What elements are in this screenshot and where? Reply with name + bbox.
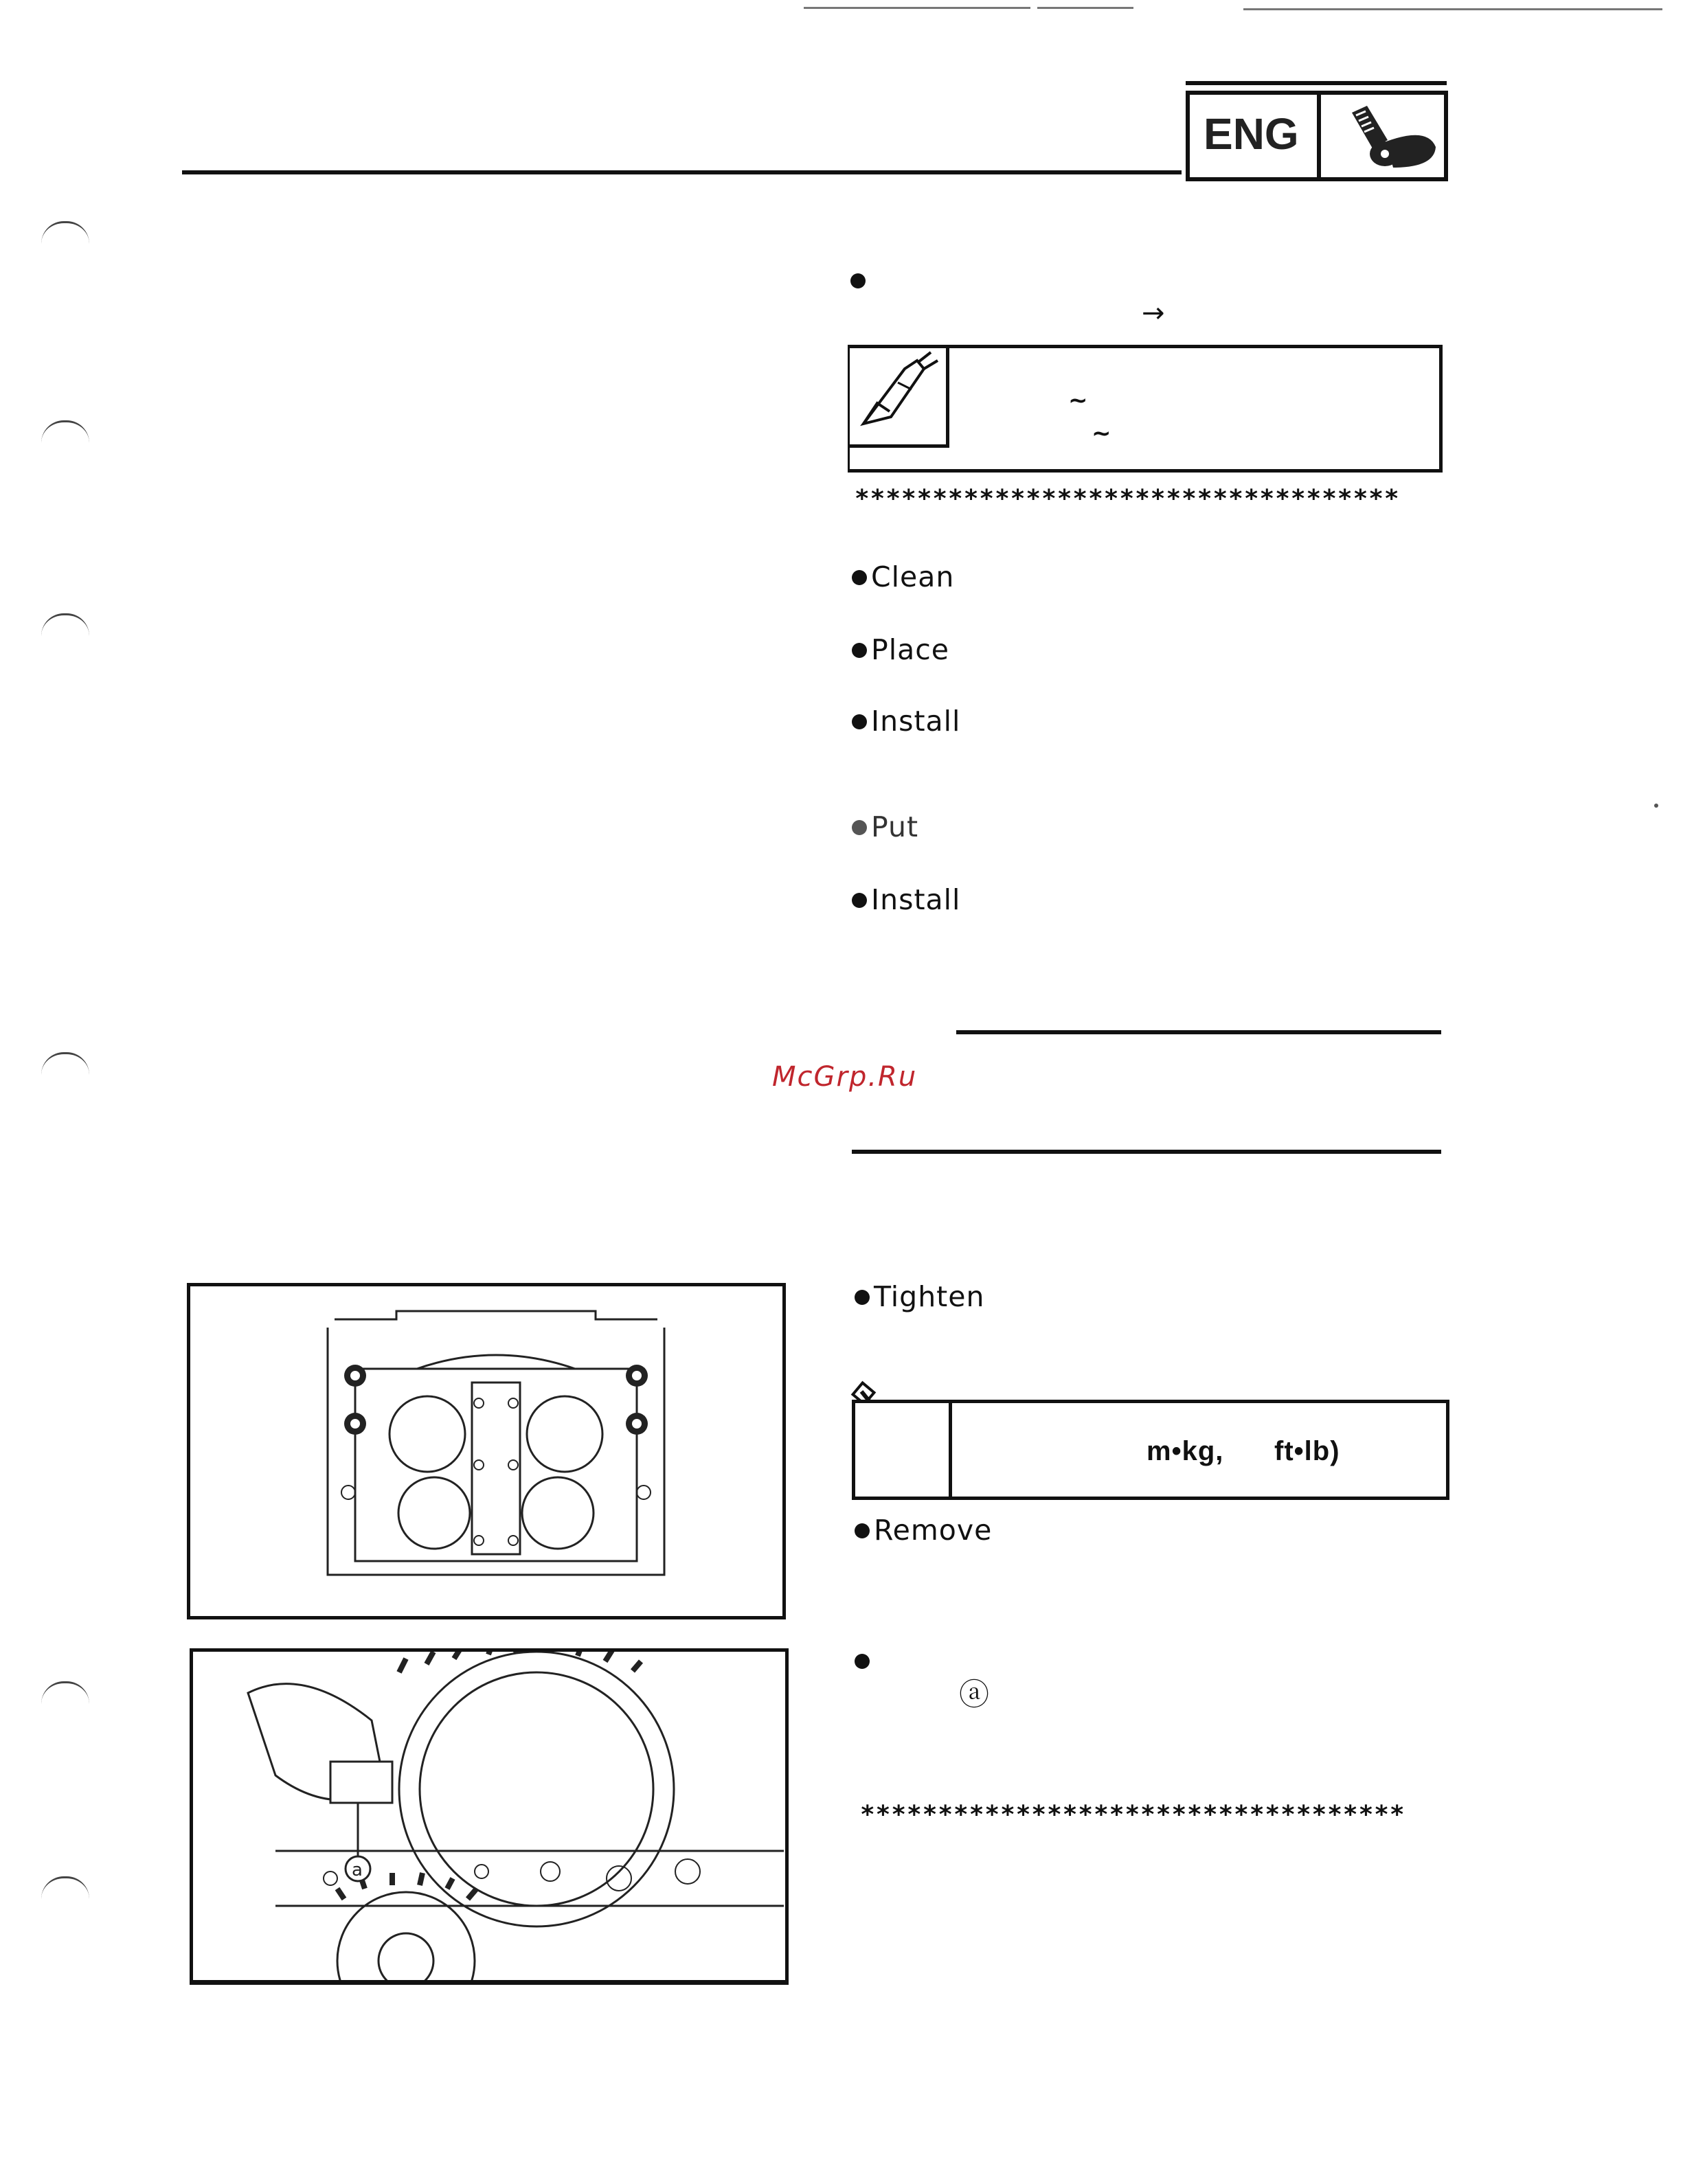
torque-units-ftlb: ft•lb) (1274, 1436, 1340, 1466)
badge-divider (1317, 95, 1321, 177)
arrow-symbol: → (1142, 297, 1166, 329)
badge-top-rule (1186, 81, 1447, 85)
step-label-5: Install (871, 883, 961, 916)
measure-bullet (855, 1654, 870, 1669)
crankcase-cylinder-diagram (190, 1286, 782, 1616)
step-label-2: Place (871, 633, 950, 666)
margin-mark-2 (41, 420, 89, 443)
note-rule-top (956, 1030, 1441, 1034)
margin-mark-5 (41, 1681, 89, 1704)
step-bullet-3 (852, 714, 867, 729)
scan-line-top-3 (1243, 8, 1662, 10)
step-bullet-2 (852, 643, 867, 658)
tighten-label: Tighten (874, 1280, 985, 1313)
step-bullet-4 (852, 820, 867, 835)
badge-box (1186, 91, 1448, 181)
spec-tilde-1: ~ (1068, 387, 1089, 414)
torque-units-mkg: m•kg, (1147, 1436, 1224, 1466)
margin-speck (1654, 804, 1658, 808)
figure-crankcase (187, 1283, 786, 1619)
scan-line-top-2 (1037, 7, 1133, 9)
section-stars-top: *********************************** (855, 485, 1400, 513)
section-badge (1186, 81, 1447, 177)
badge-label: ENG (1204, 109, 1299, 159)
step-label-1: Clean (871, 560, 955, 593)
remove-bullet (855, 1523, 870, 1538)
step-label-3: Install (871, 705, 961, 738)
caliper-icon (850, 348, 946, 444)
bullet-intro (850, 273, 866, 288)
margin-mark-1 (41, 221, 89, 244)
step-label-4: Put (871, 810, 919, 843)
figure-gear-backlash (190, 1648, 789, 1985)
margin-mark-4 (41, 1052, 89, 1075)
torque-icon-divider (949, 1403, 952, 1497)
remove-label: Remove (874, 1514, 993, 1547)
note-rule-bottom (852, 1150, 1441, 1154)
margin-mark-6 (41, 1876, 89, 1899)
margin-mark-3 (41, 613, 89, 636)
callout-a-label: ⓐ (959, 1677, 990, 1712)
torque-spec-box (852, 1400, 1449, 1500)
tighten-bullet (855, 1290, 870, 1305)
step-bullet-1 (852, 570, 867, 585)
header-rule (182, 170, 1182, 174)
watermark: McGrp.Ru (772, 1061, 918, 1093)
step-bullet-5 (852, 893, 867, 908)
caliper-icon-cell (850, 348, 949, 448)
engine-assembly-icon (1324, 99, 1441, 173)
fig2-callout-a: a (352, 1860, 363, 1880)
spec-tilde-2: ~ (1092, 420, 1112, 447)
gear-backlash-measure-diagram (193, 1652, 785, 1980)
spec-box-caliper (848, 345, 1443, 473)
section-stars-bottom: *********************************** (860, 1801, 1405, 1829)
scan-line-top-1 (804, 7, 1030, 9)
